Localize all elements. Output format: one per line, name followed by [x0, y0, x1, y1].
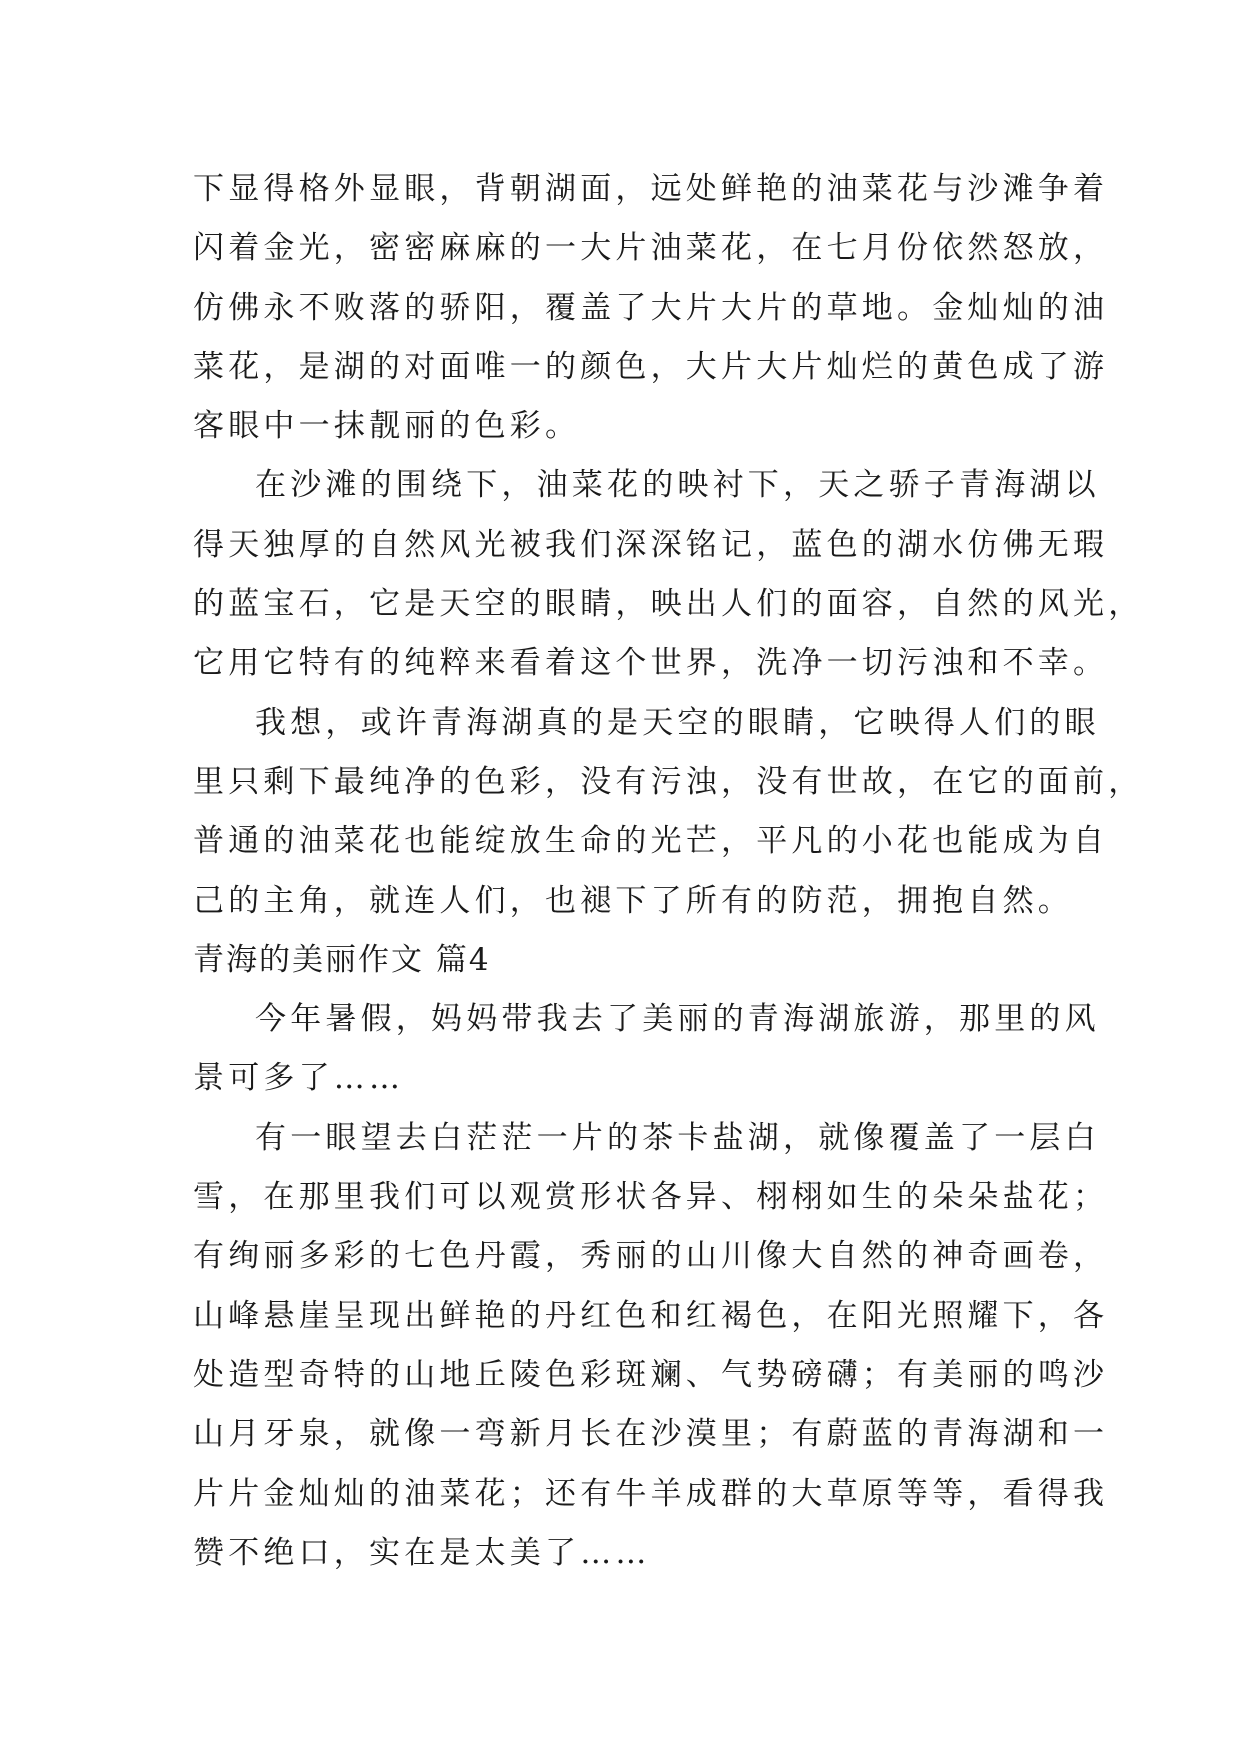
text-line: 赞不绝口，实在是太美了……: [193, 1534, 651, 1571]
text-line: 客眼中一抹靓丽的色彩。: [193, 408, 581, 445]
paragraph-first-line: 在沙滩的围绕下，油菜花的映衬下，天之骄子青海湖以: [255, 467, 1100, 504]
text-line: 的蓝宝石，它是天空的眼睛，映出人们的面容，自然的风光，: [193, 586, 1144, 623]
text-line: 它用它特有的纯粹来看着这个世界，洗净一切污浊和不幸。: [193, 645, 1109, 682]
paragraph-first-line: 有一眼望去白茫茫一片的茶卡盐湖，就像覆盖了一层白: [255, 1119, 1100, 1156]
text-line: 片片金灿灿的油菜花；还有牛羊成群的大草原等等，看得我: [193, 1475, 1109, 1512]
text-line: 有绚丽多彩的七色丹霞，秀丽的山川像大自然的神奇画卷，: [193, 1238, 1109, 1275]
document-body: [193, 160, 1144, 1583]
text-line: 普通的油菜花也能绽放生命的光芒，平凡的小花也能成为自: [193, 823, 1109, 860]
text-line: 仿佛永不败落的骄阳，覆盖了大片大片的草地。金灿灿的油: [193, 289, 1109, 326]
text-line: 山月牙泉，就像一弯新月长在沙漠里；有蔚蓝的青海湖和一: [193, 1416, 1109, 1453]
text-line: 菜花，是湖的对面唯一的颜色，大片大片灿烂的黄色成了游: [193, 348, 1109, 385]
text-line: 下显得格外显眼，背朝湖面，远处鲜艳的油菜花与沙滩争着: [193, 171, 1109, 207]
paragraph-first-line: 我想，或许青海湖真的是天空的眼睛，它映得人们的眼: [255, 704, 1100, 741]
text-line: 雪，在那里我们可以观赏形状各异、栩栩如生的朵朵盐花；: [193, 1179, 1109, 1216]
text-line: 处造型奇特的山地丘陵色彩斑斓、气势磅礴；有美丽的鸣沙: [193, 1356, 1109, 1393]
text-line: 闪着金光，密密麻麻的一大片油菜花，在七月份依然怒放，: [193, 230, 1109, 267]
text-line: 里只剩下最纯净的色彩，没有污浊，没有世故，在它的面前，: [193, 763, 1144, 800]
text-line: 景可多了……: [193, 1060, 405, 1097]
text-line: 己的主角，就连人们，也褪下了所有的防范，拥抱自然。: [193, 882, 1073, 919]
section-heading: 青海的美丽作文 篇4: [193, 941, 491, 978]
paragraph-first-line: 今年暑假，妈妈带我去了美丽的青海湖旅游，那里的风: [255, 1001, 1100, 1038]
text-line: 山峰悬崖呈现出鲜艳的丹红色和红褐色，在阳光照耀下，各: [193, 1297, 1109, 1334]
text-line: 得天独厚的自然风光被我们深深铭记，蓝色的湖水仿佛无瑕: [193, 526, 1109, 563]
